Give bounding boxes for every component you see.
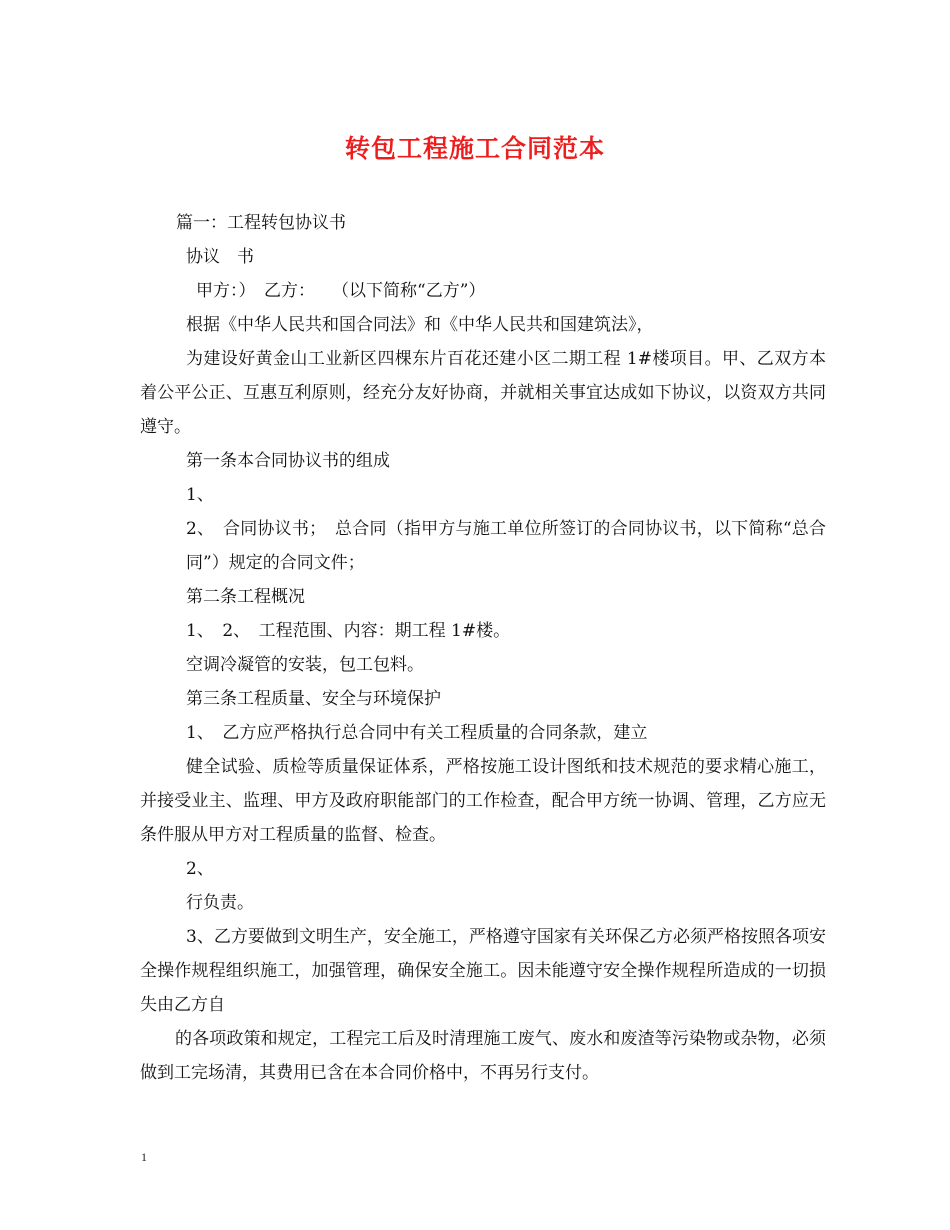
list-item: 2、 xyxy=(186,859,214,879)
paragraph: 行负责。 xyxy=(186,893,254,913)
paragraph: 为建设好黄金山工业新区四棵东片百花还建小区二期工程 1#楼项目。甲、乙双方本着公平公正、互惠互利原则，经充分友好协商，并就相关事宜达成如下协议，以资双方共同遵守。 xyxy=(140,349,826,437)
document-title: 转包工程施工合同范本 xyxy=(344,134,605,163)
list-item: 1、 2、 工程范围、内容：期工程 1#楼。 xyxy=(186,621,511,641)
list-item: 2、 合同协议书； 总合同（指甲方与施工单位所签订的合同协议书，以下简称“总合同”）规定的合同文件； xyxy=(186,519,826,573)
agreement-heading: 协议 书 xyxy=(186,247,254,267)
paragraph: 健全试验、质检等质量保证体系，严格按施工设计图纸和技术规范的要求精心施工，并接受业主、监理、甲方及政府职能部门的工作检查，配合甲方统一协调、管理，乙方应无条件服从甲方对工程质量的监督、检查。 xyxy=(140,757,826,845)
list-item: 1、 乙方应严格执行总合同中有关工程质量的合同条款，建立 xyxy=(186,723,648,743)
document-body xyxy=(140,206,826,1090)
paragraph: 3、乙方要做到文明生产，安全施工，严格遵守国家有关环保乙方必须严格按照各项安全操作规程组织施工，加强管理，确保安全施工。因未能遵守安全操作规程所造成的一切损失由乙方自 xyxy=(140,927,826,1015)
article-heading: 第二条工程概况 xyxy=(186,587,305,607)
article-heading: 第一条本合同协议书的组成 xyxy=(186,451,390,471)
paragraph: 空调冷凝管的安装，包工包料。 xyxy=(186,655,424,675)
paragraph: 的各项政策和规定，工程完工后及时清理施工废气、废水和废渣等污染物或杂物，必须做到工完场清，其费用已含在本合同价格中，不再另行支付。 xyxy=(140,1029,826,1083)
parties-line: 甲方：） 乙方： （以下简称“乙方”） xyxy=(196,281,486,301)
list-item: 1、 xyxy=(186,485,214,505)
paragraph: 根据《中华人民共和国合同法》和《中华人民共和国建筑法》， xyxy=(186,315,654,335)
page-number: 1 xyxy=(141,1150,147,1164)
article-heading: 第三条工程质量、安全与环境保护 xyxy=(186,689,441,709)
section-heading: 篇一：工程转包协议书 xyxy=(176,213,346,233)
